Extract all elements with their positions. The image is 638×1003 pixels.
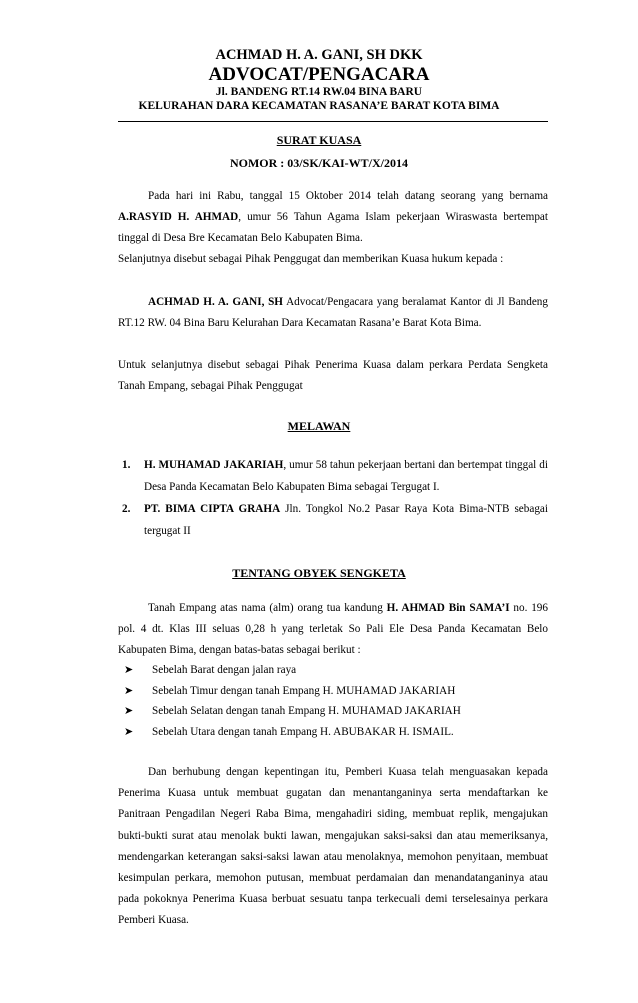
closing-paragraph: Dan berhubung dengan kepentingan itu, Pemberi Kuasa telah menguasakan kepada Penerima Kuasa untuk membuat gugatan dan menantanganinya serta mendaftarkan ke Panitraan Pengadilan Negeri Raba Bima, mengahadiri siding, membuat replik, mengajukan bukti-bukti surat atau menolak bukti lawan, mengajukan saksi-saksi dan atau memeriksanya, mendengarkan keterangan saksi-saksi lawan atau menolaknya, memohon penyitaan, membuat kesimpulan perkara, memohon putusan, membuat perdamaian dan menandatanganinya atau pada pokoknya Penerima Kuasa berbuat sesuatu tanpa terkecuali demi terselesainya perkara Pemberi Kuasa. xyxy=(118,766,548,927)
opening-paragraph xyxy=(118,186,548,249)
defendant-number: 2. xyxy=(122,503,131,515)
defendant-name: H. MUHAMAD JAKARIAH xyxy=(144,459,284,471)
boundary-text: Sebelah Barat dengan jalan raya xyxy=(152,664,297,676)
boundary-item xyxy=(118,660,548,681)
object-paragraph xyxy=(118,598,548,661)
grantor-role: Selanjutnya disebut sebagai Pihak Penggugat dan memberikan Kuasa hukum kepada : xyxy=(118,253,504,265)
boundaries-list xyxy=(118,660,548,742)
grantor-details: , umur 56 Tahun Agama Islam pekerjaan Wiraswasta bertempat tinggal di Desa Bre Kecamatan Belo Kabupaten Bima. xyxy=(118,211,548,244)
arrow-bullet-icon: ➤ xyxy=(124,664,134,676)
attorney-details: Advocat/Pengacara yang beralamat Kantor di Jl Bandeng RT.12 RW. 04 Bina Baru Kelurahan Dara Kecamatan Rasana’e Barat Kota Bima. xyxy=(118,296,548,329)
object-heading: TENTANG OBYEK SENGKETA xyxy=(232,566,406,580)
firm-address: Jl. BANDENG RT.14 RW.04 BINA BARU xyxy=(215,86,423,98)
boundary-item xyxy=(118,681,548,702)
defendant-item xyxy=(118,499,548,542)
defendant-item xyxy=(118,455,548,498)
boundary-text: Sebelah Timur dengan tanah Empang H. MUHAMAD JAKARIAH xyxy=(152,684,456,697)
defendant-name: PT. BIMA CIPTA GRAHA xyxy=(144,503,281,515)
arrow-bullet-icon: ➤ xyxy=(124,725,134,738)
boundary-text: Sebelah Utara dengan tanah Empang H. ABUBAKAR H. ISMAIL. xyxy=(152,725,454,738)
opening-intro: Pada hari ini Rabu, tanggal 15 Oktober 2014 telah datang seorang yang bernama xyxy=(148,190,548,202)
letterhead xyxy=(0,46,638,113)
object-owner: H. AHMAD Bin SAMA’I xyxy=(386,602,510,614)
document-title: SURAT KUASA xyxy=(276,133,362,147)
firm-profession: ADVOCAT/PENGACARA xyxy=(208,64,430,85)
document-number: NOMOR : 03/SK/KAI-WT/X/2014 xyxy=(229,156,408,170)
boundary-text: Sebelah Selatan dengan tanah Empang H. MUHAMAD JAKARIAH xyxy=(152,705,461,717)
boundary-item xyxy=(118,701,548,722)
defendant-number: 1. xyxy=(122,459,131,471)
arrow-bullet-icon: ➤ xyxy=(124,705,134,717)
attorney-role: Untuk selanjutnya disebut sebagai Pihak Penerima Kuasa dalam perkara Perdata Sengketa Tanah Empang, sebagai Pihak Penggugat xyxy=(118,359,548,392)
firm-district: KELURAHAN DARA KECAMATAN RASANA’E BARAT KOTA BIMA xyxy=(138,100,500,112)
attorney-paragraph xyxy=(118,292,548,334)
letterhead-divider xyxy=(118,121,548,122)
defendant-details: , umur 58 tahun pekerjaan bertani dan bertempat tinggal di Desa Panda Kecamatan Belo Kabupaten Bima sebagai Tergugat I. xyxy=(144,459,548,493)
attorney-name: ACHMAD H. A. GANI, SH xyxy=(148,296,284,308)
grantor-name: A.RASYID H. AHMAD xyxy=(118,211,239,223)
versus-heading: MELAWAN xyxy=(287,419,351,433)
arrow-bullet-icon: ➤ xyxy=(124,684,134,697)
boundary-item xyxy=(118,722,548,743)
firm-name: ACHMAD H. A. GANI, SH DKK xyxy=(215,47,423,63)
object-intro: Tanah Empang atas nama (alm) orang tua kandung xyxy=(148,602,387,614)
defendants-list xyxy=(118,455,548,542)
object-details: no. 196 pol. 4 dt. Klas III seluas 0,28 h yang terletak So Pali Ele Desa Panda Kecamatan Belo Kabupaten Bima, dengan batas-batas sebagai berikut : xyxy=(118,602,548,656)
defendant-details: Jln. Tongkol No.2 Pasar Raya Kota Bima-NTB sebagai tergugat II xyxy=(144,503,548,537)
